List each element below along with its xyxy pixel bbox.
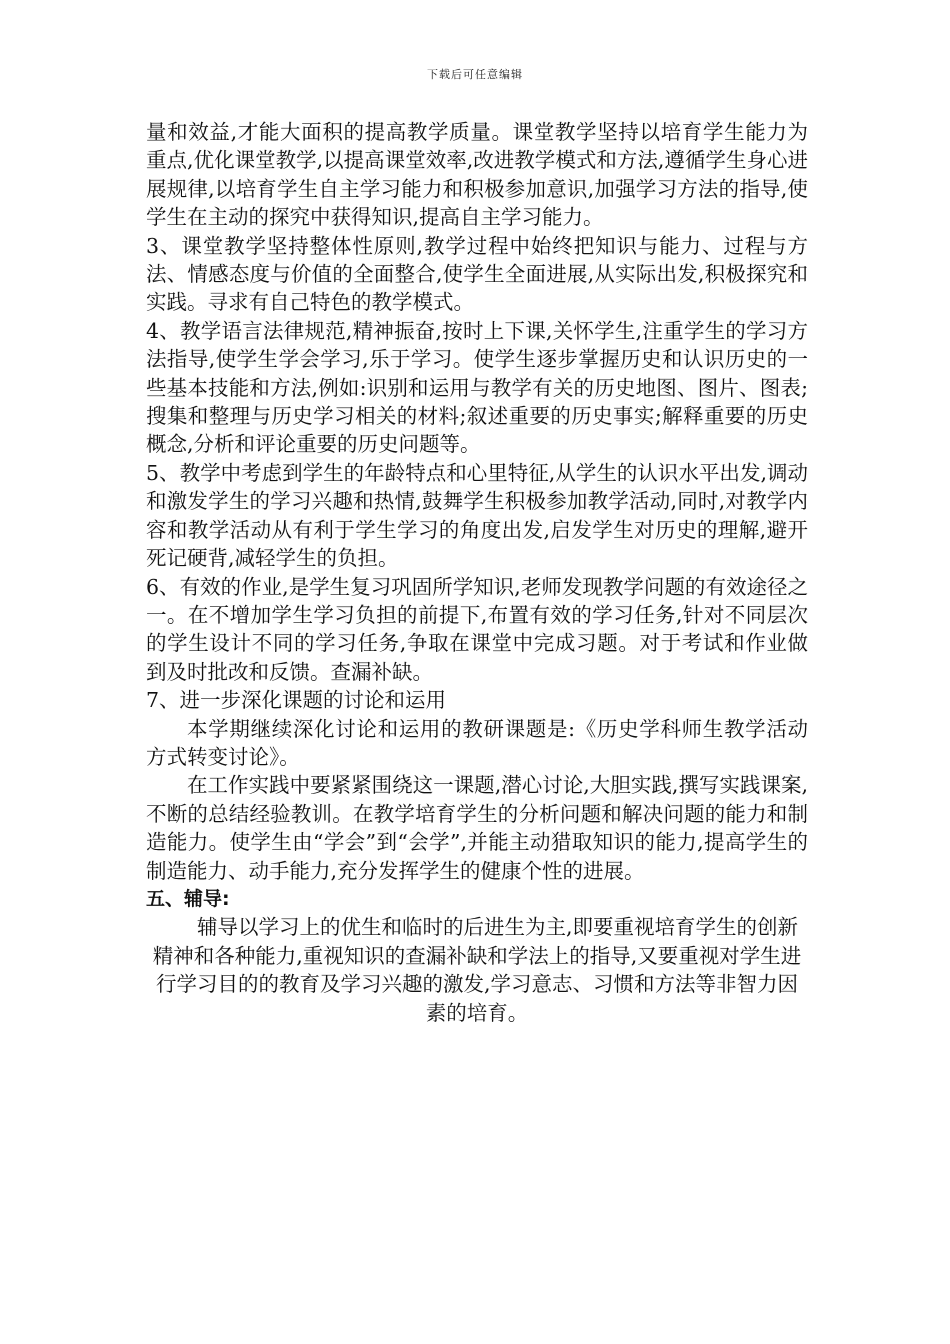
paragraph-tutoring: 辅导以学习上的优生和临时的后进生为主,即要重视培育学生的创新精神和各种能力,重视知识的查漏补缺和学法上的指导,又要重视对学生进行学习目的的教育及学习兴趣的激发,学习意志、习惯和方法等非智力因素的培育。 xyxy=(152,915,802,1025)
paragraph-item-4: 4、教学语言法律规范,精神振奋,按时上下课,关怀学生,注重学生的学习方法指导,使学生学会学习,乐于学习。使学生逐步掌握历史和认识历史的一些基本技能和方法,例如:识别和运用与教学有关的历史地图、图片、图表;搜集和整理与历史学习相关的材料;叙述重要的历史事实;解释重要的历史概念,分析和评论重要的历史问题等。 xyxy=(146,318,808,457)
paragraph-item-3: 3、课堂教学坚持整体性原则,教学过程中始终把知识与能力、过程与方法、情感态度与价值的全面整合,使学生全面进展,从实际出发,积极探究和实践。寻求有自己特色的教学模式。 xyxy=(146,233,808,315)
section-heading-tutoring: 五、辅导: xyxy=(146,887,230,910)
paragraph-research-topic: 本学期继续深化讨论和运用的教研课题是:《历史学科师生教学活动方式转变讨论》。 xyxy=(146,716,808,769)
paragraph-teaching-quality: 量和效益,才能大面积的提高教学质量。课堂教学坚持以培育学生能力为重点,优化课堂教学,以提高课堂效率,改进教学模式和方法,遵循学生身心进展规律,以培育学生自主学习能力和积极参加意识,加强学习方法的指导,使学生在主动的探究中获得知识,提高自主学习能力。 xyxy=(146,120,808,230)
page-header: 下载后可任意编辑 xyxy=(427,68,523,81)
paragraph-work-practice: 在工作实践中要紧紧围绕这一课题,潜心讨论,大胆实践,撰写实践课案,不断的总结经验教训。在教学培育学生的分析问题和解决问题的能力和制造能力。使学生由“学会”到“会学”,并能主动猎取知识的能力,提高学生的制造能力、动手能力,充分发挥学生的健康个性的进展。 xyxy=(146,773,808,883)
paragraph-item-5: 5、教学中考虑到学生的年龄特点和心里特征,从学生的认识水平出发,调动和激发学生的学习兴趣和热情,鼓舞学生积极参加教学活动,同时,对教学内容和教学活动从有利于学生学习的角度出发,启发学生对历史的理解,避开死记硬背,减轻学生的负担。 xyxy=(146,460,808,571)
paragraph-item-7: 7、进一步深化课题的讨论和运用 xyxy=(146,688,447,713)
document-body xyxy=(146,118,808,1027)
paragraph-item-6: 6、有效的作业,是学生复习巩固所学知识,老师发现教学问题的有效途径之一。在不增加学生学习负担的前提下,布置有效的学习任务,针对不同层次的学生设计不同的学习任务,争取在课堂中完成习题。对于考试和作业做到及时批改和反馈。查漏补缺。 xyxy=(146,574,808,684)
